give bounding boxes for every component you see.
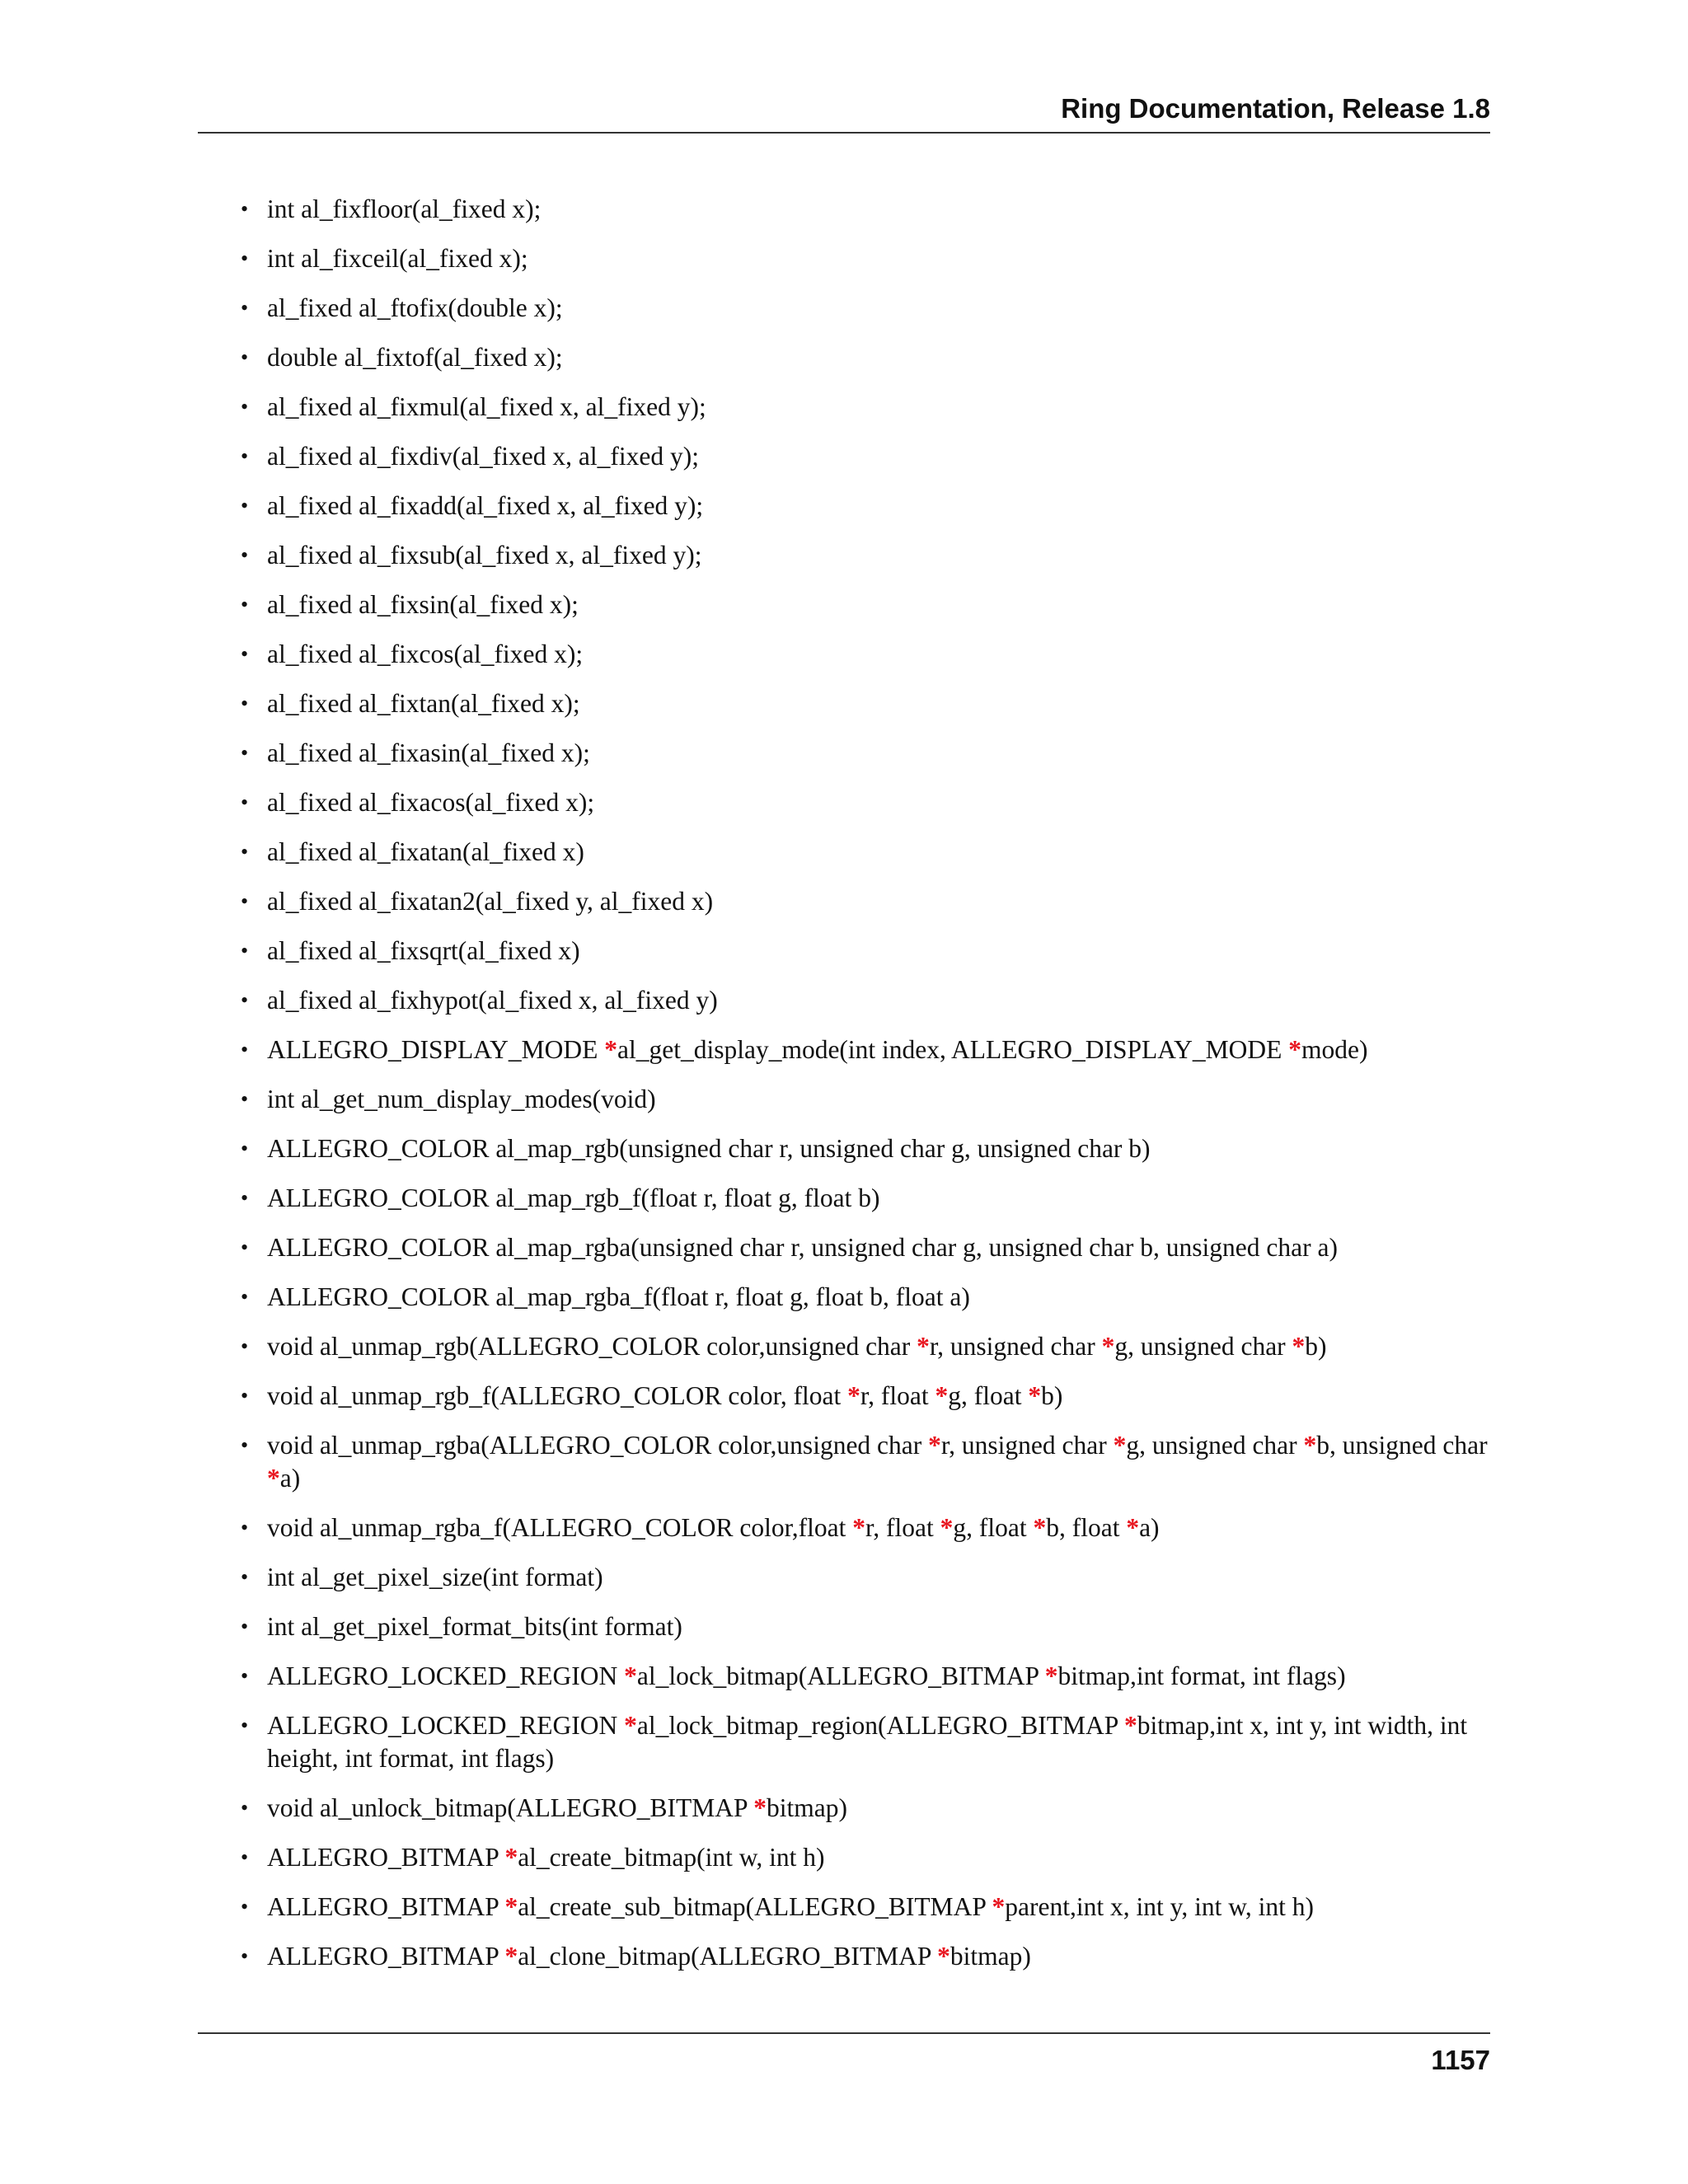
signature-text: al_clone_bitmap(ALLEGRO_BITMAP	[518, 1942, 938, 1971]
pointer-star: *	[504, 1843, 518, 1872]
function-signature	[267, 244, 528, 273]
bullet-icon: •	[241, 642, 249, 666]
function-signature	[267, 442, 699, 471]
bullet-icon: •	[241, 395, 249, 419]
pointer-star: *	[624, 1661, 637, 1690]
bullet-icon: •	[241, 1944, 249, 1968]
bullet-icon: •	[241, 741, 249, 765]
signature-text: ALLEGRO_COLOR al_map_rgba(unsigned char r, unsigned char g, unsigned char b, unsigned char a)	[267, 1233, 1338, 1262]
signature-text: ALLEGRO_COLOR al_map_rgb(unsigned char r, unsigned char g, unsigned char b)	[267, 1134, 1151, 1163]
bullet-icon: •	[241, 1796, 249, 1820]
function-signature	[267, 887, 713, 916]
function-signature	[267, 1381, 1062, 1410]
bullet-icon: •	[241, 1664, 249, 1688]
signature-text: al_fixed al_ftofix(double x);	[267, 293, 563, 322]
list-item	[237, 935, 1490, 968]
list-item	[237, 1083, 1490, 1116]
function-signature	[267, 1942, 1031, 1971]
pointer-star: *	[1113, 1431, 1127, 1460]
function-signature	[267, 738, 590, 767]
list-item	[237, 885, 1490, 918]
bullet-icon: •	[241, 1384, 249, 1408]
list-item	[237, 1231, 1490, 1264]
pointer-star: *	[917, 1332, 930, 1361]
signature-text: al_fixed al_fixadd(al_fixed x, al_fixed y);	[267, 491, 704, 520]
signature-text: int al_fixceil(al_fixed x);	[267, 244, 528, 273]
pointer-star: *	[1044, 1661, 1058, 1690]
pointer-star: *	[1292, 1332, 1306, 1361]
pointer-star: *	[940, 1513, 954, 1542]
bullet-icon: •	[241, 1087, 249, 1111]
function-signature	[267, 640, 583, 668]
function-signature	[267, 1793, 847, 1822]
list-item	[237, 1033, 1490, 1066]
function-signature	[267, 1843, 825, 1872]
list-item	[237, 588, 1490, 621]
function-signature	[267, 541, 701, 569]
function-signature	[267, 1431, 1488, 1493]
signature-text: void al_unlock_bitmap(ALLEGRO_BITMAP	[267, 1793, 754, 1822]
list-item	[237, 391, 1490, 424]
list-item	[237, 687, 1490, 720]
signature-text: r, float	[860, 1381, 935, 1410]
signature-text: al_fixed al_fixatan(al_fixed x)	[267, 837, 584, 866]
signature-text: ALLEGRO_LOCKED_REGION	[267, 1661, 625, 1690]
list-item	[237, 1709, 1490, 1775]
signature-text: int al_get_num_display_modes(void)	[267, 1085, 656, 1113]
function-signature	[267, 837, 584, 866]
signature-text: bitmap)	[950, 1942, 1031, 1971]
bullet-icon: •	[241, 1285, 249, 1309]
signature-text: mode)	[1301, 1035, 1368, 1064]
function-signature	[267, 689, 580, 718]
bullet-icon: •	[241, 1615, 249, 1638]
bullet-icon: •	[241, 1038, 249, 1062]
bullet-icon: •	[241, 1516, 249, 1540]
function-signature	[267, 1612, 682, 1641]
signature-text: bitmap,int format, int flags)	[1057, 1661, 1346, 1690]
function-signature	[267, 1134, 1151, 1163]
signature-text: bitmap)	[767, 1793, 848, 1822]
signature-text: double al_fixtof(al_fixed x);	[267, 343, 563, 372]
list-item	[237, 1561, 1490, 1594]
signature-text: a)	[279, 1464, 301, 1493]
signature-text: b)	[1305, 1332, 1327, 1361]
bullet-icon: •	[241, 1235, 249, 1259]
pointer-star: *	[1101, 1332, 1115, 1361]
list-item	[237, 1182, 1490, 1215]
function-signature	[267, 1183, 880, 1212]
bullet-icon: •	[241, 444, 249, 468]
bullet-icon: •	[241, 1186, 249, 1210]
pointer-star: *	[852, 1513, 866, 1542]
signature-text: al_fixed al_fixmul(al_fixed x, al_fixed y);	[267, 392, 706, 421]
signature-text: b)	[1041, 1381, 1063, 1410]
list-item	[237, 1792, 1490, 1825]
pointer-star: *	[1028, 1381, 1042, 1410]
signature-text: r, float	[865, 1513, 940, 1542]
signature-text: g, float	[948, 1381, 1029, 1410]
list-item	[237, 490, 1490, 523]
signature-text: void al_unmap_rgb(ALLEGRO_COLOR color,unsigned char	[267, 1332, 917, 1361]
signature-text: ALLEGRO_BITMAP	[267, 1892, 505, 1921]
list-item	[237, 1891, 1490, 1924]
signature-text: al_fixed al_fixacos(al_fixed x);	[267, 788, 595, 817]
signature-text: al_fixed al_fixatan2(al_fixed y, al_fixed x)	[267, 887, 714, 916]
function-signature	[267, 1035, 1368, 1064]
signature-text: void al_unmap_rgba(ALLEGRO_COLOR color,unsigned char	[267, 1431, 929, 1460]
function-signature	[267, 392, 706, 421]
list-item	[237, 984, 1490, 1017]
signature-text: al_fixed al_fixcos(al_fixed x);	[267, 640, 584, 668]
pointer-star: *	[1126, 1513, 1140, 1542]
pointer-star: *	[624, 1711, 637, 1740]
function-signature	[267, 1282, 970, 1311]
signature-text: al_lock_bitmap_region(ALLEGRO_BITMAP	[636, 1711, 1124, 1740]
bullet-icon: •	[241, 197, 249, 221]
bullet-icon: •	[241, 1845, 249, 1869]
function-signature	[267, 491, 703, 520]
list-item	[237, 1132, 1490, 1165]
list-item	[237, 836, 1490, 869]
signature-text: a)	[1139, 1513, 1160, 1542]
pointer-star: *	[267, 1464, 280, 1493]
signature-text: al_fixed al_fixsin(al_fixed x);	[267, 590, 579, 619]
signature-text: al_create_sub_bitmap(ALLEGRO_BITMAP	[518, 1892, 992, 1921]
signature-text: ALLEGRO_COLOR al_map_rgb_f(float r, float g, float b)	[267, 1183, 880, 1212]
function-signature	[267, 936, 580, 965]
bullet-icon: •	[241, 1433, 249, 1457]
function-signature	[267, 1563, 603, 1591]
signature-text: r, unsigned char	[940, 1431, 1114, 1460]
signature-text: b, unsigned char	[1316, 1431, 1488, 1460]
signature-text: void al_unmap_rgba_f(ALLEGRO_COLOR color,float	[267, 1513, 853, 1542]
pointer-star: *	[935, 1381, 949, 1410]
list-item	[237, 292, 1490, 325]
list-item	[237, 440, 1490, 473]
bullet-icon: •	[241, 1895, 249, 1919]
signature-text: al_get_display_mode(int index, ALLEGRO_DISPLAY_MODE	[617, 1035, 1289, 1064]
signature-text: ALLEGRO_BITMAP	[267, 1942, 505, 1971]
signature-text: al_fixed al_fixsqrt(al_fixed x)	[267, 936, 580, 965]
document-title: Ring Documentation, Release 1.8	[1061, 93, 1490, 124]
signature-text: al_fixed al_fixsub(al_fixed x, al_fixed y);	[267, 541, 702, 569]
bullet-icon: •	[241, 593, 249, 616]
bullet-icon: •	[241, 1334, 249, 1358]
list-item	[237, 786, 1490, 819]
bullet-icon: •	[241, 939, 249, 963]
list-item	[237, 539, 1490, 572]
function-signature	[267, 1711, 1467, 1773]
signature-text: g, unsigned char	[1114, 1332, 1292, 1361]
page-number: 1157	[1431, 2045, 1490, 2075]
signature-text: ALLEGRO_BITMAP	[267, 1843, 505, 1872]
function-signature	[267, 343, 563, 372]
signature-text: g, float	[953, 1513, 1034, 1542]
pointer-star: *	[1033, 1513, 1047, 1542]
list-item	[237, 1330, 1490, 1363]
pointer-star: *	[504, 1892, 518, 1921]
list-item	[237, 193, 1490, 226]
list-item	[237, 1380, 1490, 1413]
function-signature	[267, 1085, 656, 1113]
signature-text: ALLEGRO_COLOR al_map_rgba_f(float r, float g, float b, float a)	[267, 1282, 970, 1311]
list-item	[237, 341, 1490, 374]
bullet-icon: •	[241, 494, 249, 518]
bullet-icon: •	[241, 889, 249, 913]
page-footer	[198, 2032, 1490, 2083]
signature-text: int al_get_pixel_size(int format)	[267, 1563, 603, 1591]
signature-text: int al_fixfloor(al_fixed x);	[267, 194, 542, 223]
list-item	[237, 1940, 1490, 1973]
pointer-star: *	[928, 1431, 941, 1460]
signature-text: int al_get_pixel_format_bits(int format)	[267, 1612, 682, 1641]
function-signature	[267, 1513, 1160, 1542]
signature-text: ALLEGRO_LOCKED_REGION	[267, 1711, 625, 1740]
function-signature	[267, 1661, 1346, 1690]
signature-text: parent,int x, int y, int w, int h)	[1005, 1892, 1315, 1921]
signature-text: bitmap,int x, int y, int width, int height, int format, int flags)	[267, 1711, 1468, 1773]
function-signature	[267, 590, 579, 619]
pointer-star: *	[604, 1035, 617, 1064]
signature-text: ALLEGRO_DISPLAY_MODE	[267, 1035, 605, 1064]
bullet-icon: •	[241, 296, 249, 320]
pointer-star: *	[753, 1793, 767, 1822]
list-item	[237, 638, 1490, 671]
bullet-icon: •	[241, 1565, 249, 1589]
list-item	[237, 1429, 1490, 1495]
signature-text: al_lock_bitmap(ALLEGRO_BITMAP	[636, 1661, 1045, 1690]
function-signature	[267, 194, 541, 223]
list-item	[237, 1841, 1490, 1874]
api-function-list	[237, 193, 1490, 1990]
signature-text: al_fixed al_fixdiv(al_fixed x, al_fixed y);	[267, 442, 699, 471]
bullet-icon: •	[241, 790, 249, 814]
list-item	[237, 1511, 1490, 1544]
signature-text: al_fixed al_fixhypot(al_fixed x, al_fixed y)	[267, 986, 718, 1015]
bullet-icon: •	[241, 988, 249, 1012]
function-signature	[267, 293, 563, 322]
pointer-star: *	[1288, 1035, 1302, 1064]
list-item	[237, 737, 1490, 770]
bullet-icon: •	[241, 1713, 249, 1737]
bullet-icon: •	[241, 1137, 249, 1160]
bullet-icon: •	[241, 246, 249, 270]
pointer-star: *	[504, 1942, 518, 1971]
pointer-star: *	[937, 1942, 950, 1971]
bullet-icon: •	[241, 543, 249, 567]
list-item	[237, 1610, 1490, 1643]
pointer-star: *	[992, 1892, 1006, 1921]
signature-text: al_create_bitmap(int w, int h)	[518, 1843, 825, 1872]
list-item	[237, 1660, 1490, 1693]
bullet-icon: •	[241, 691, 249, 715]
signature-text: r, unsigned char	[929, 1332, 1102, 1361]
page-header	[198, 92, 1490, 134]
signature-text: b, float	[1046, 1513, 1127, 1542]
list-item	[237, 242, 1490, 275]
function-signature	[267, 1233, 1338, 1262]
pointer-star: *	[1303, 1431, 1317, 1460]
function-signature	[267, 1892, 1314, 1921]
signature-text: g, unsigned char	[1126, 1431, 1304, 1460]
function-signature	[267, 986, 718, 1015]
signature-text: al_fixed al_fixtan(al_fixed x);	[267, 689, 580, 718]
pointer-star: *	[847, 1381, 860, 1410]
bullet-icon: •	[241, 840, 249, 864]
pointer-star: *	[1123, 1711, 1137, 1740]
list-item	[237, 1281, 1490, 1314]
bullet-icon: •	[241, 345, 249, 369]
signature-text: void al_unmap_rgb_f(ALLEGRO_COLOR color, float	[267, 1381, 848, 1410]
signature-text: al_fixed al_fixasin(al_fixed x);	[267, 738, 590, 767]
function-signature	[267, 788, 594, 817]
function-signature	[267, 1332, 1327, 1361]
